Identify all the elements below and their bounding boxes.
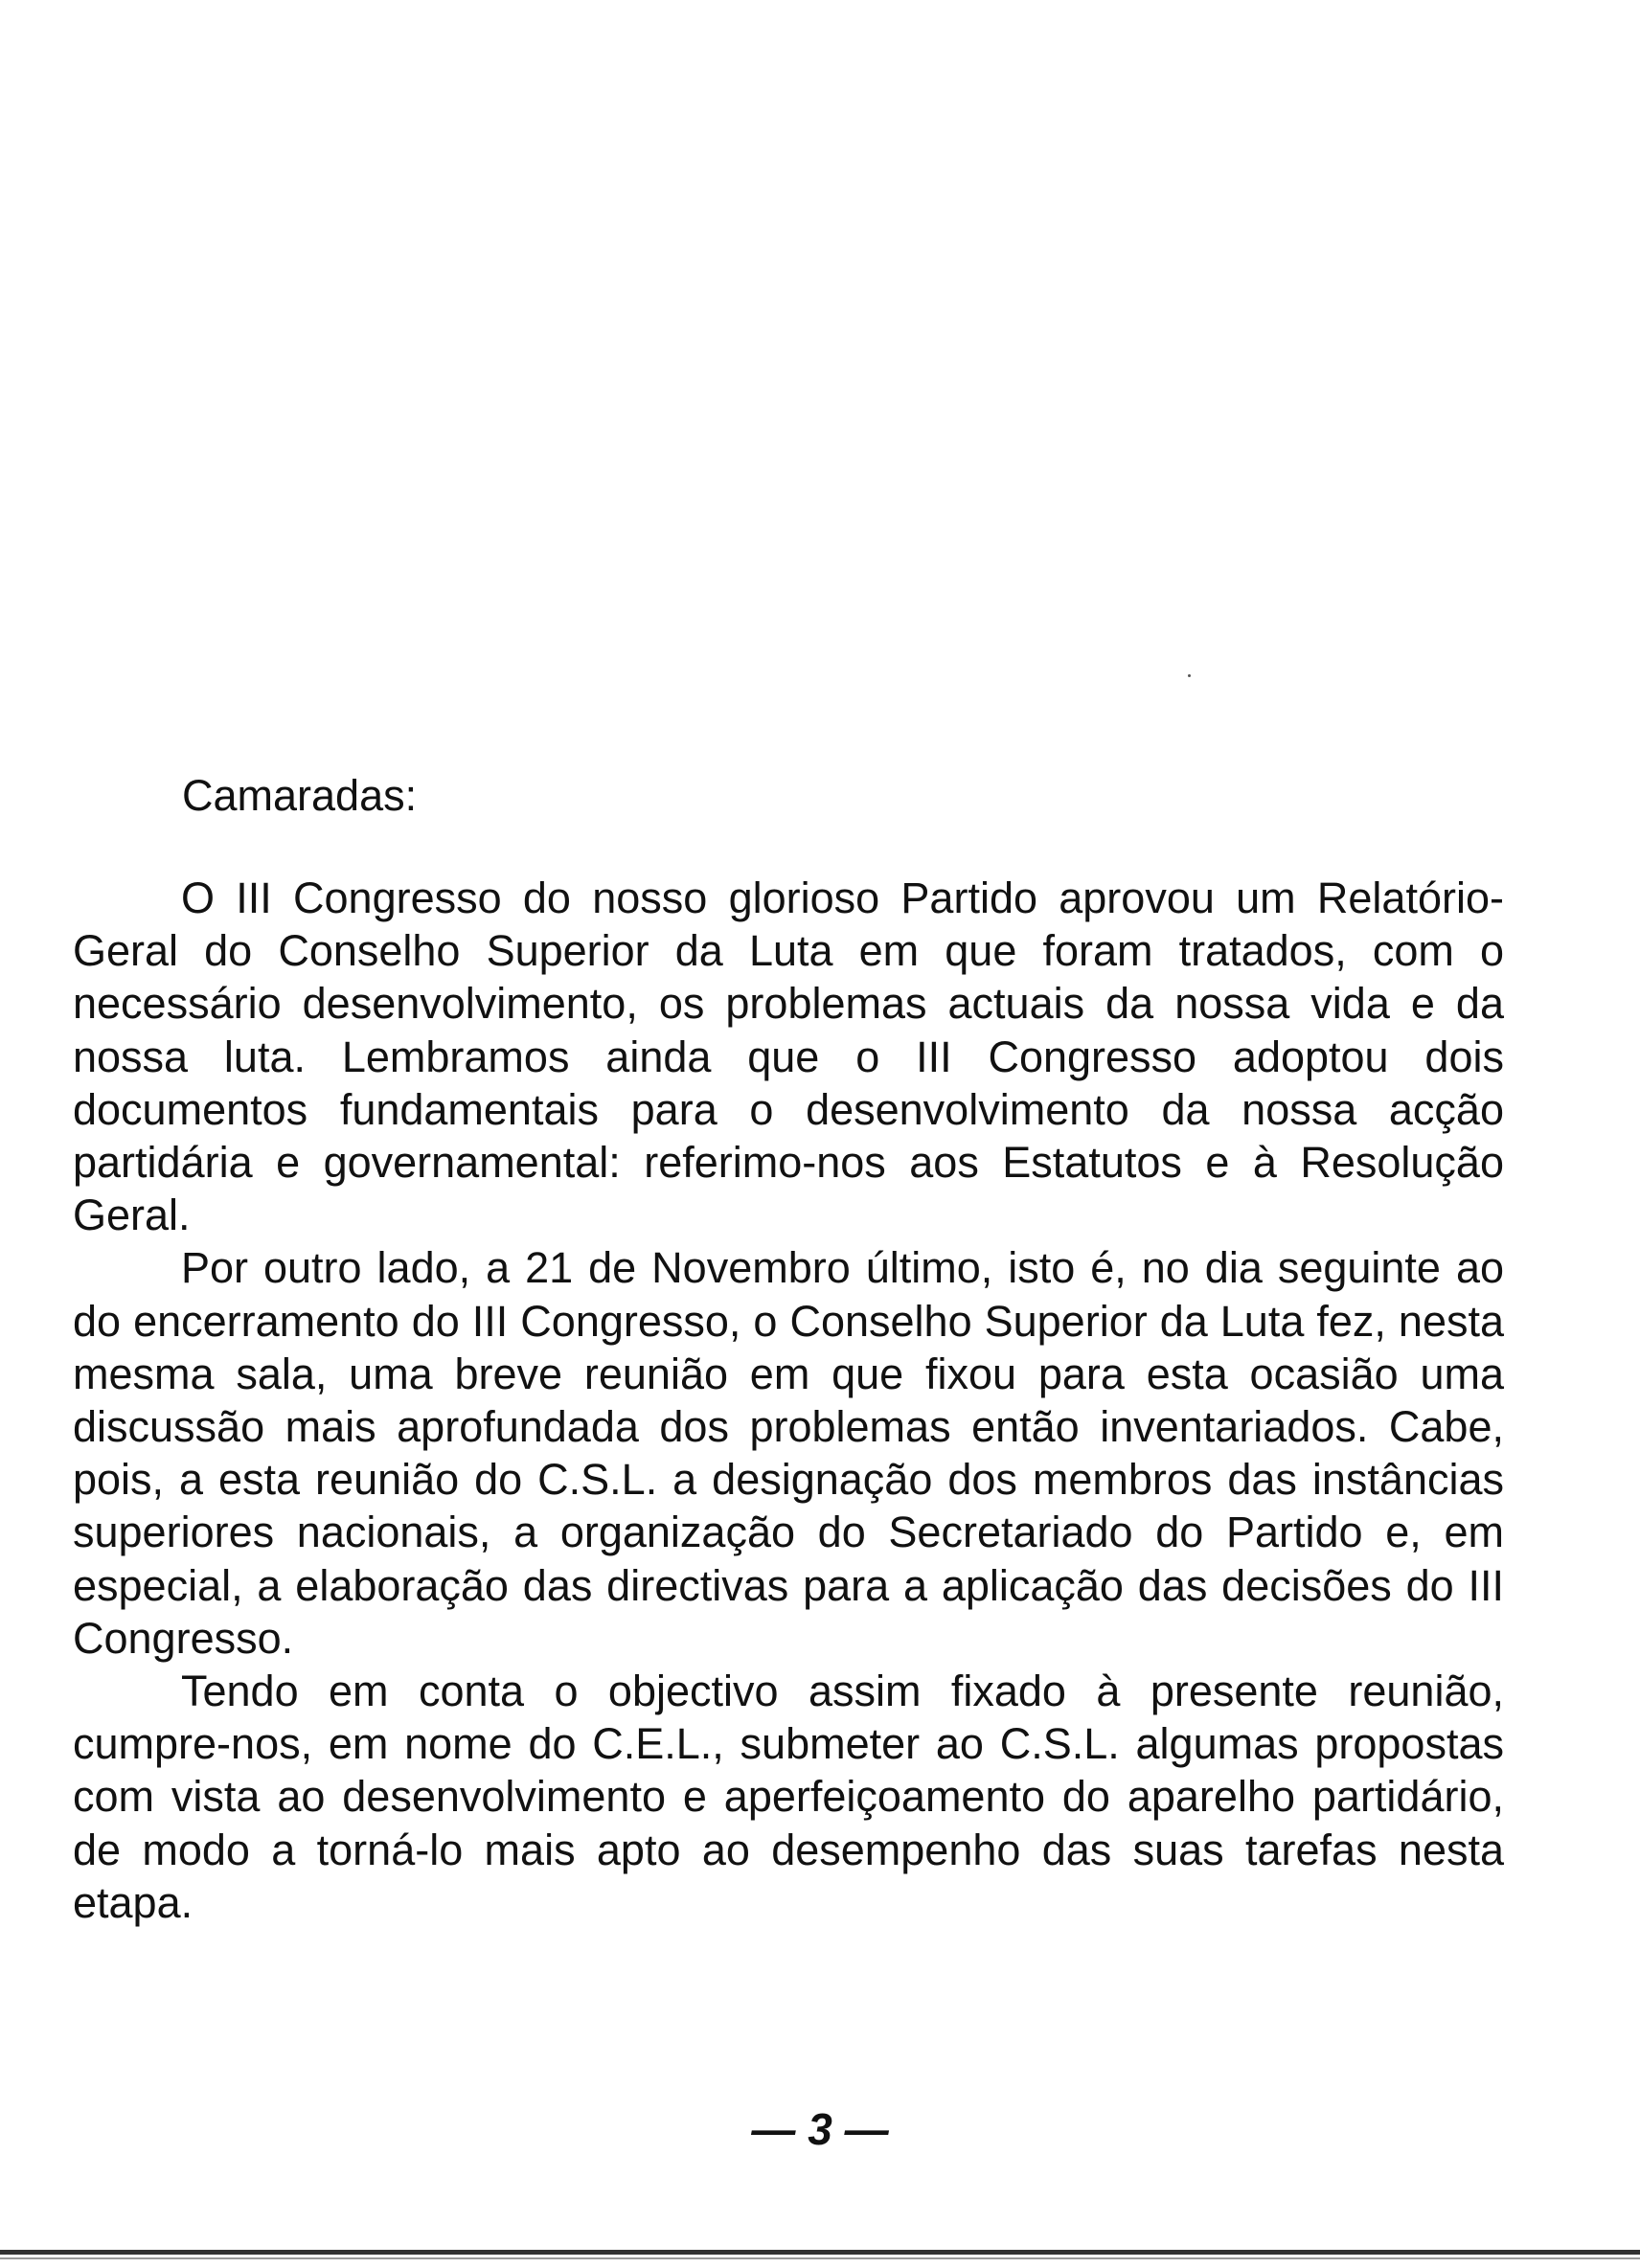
- page-number: — 3 —: [751, 2104, 889, 2154]
- bottom-edge-rule: [0, 2250, 1640, 2255]
- paragraph-3: Tendo em conta o objectivo assim fixado à presente reunião, cumpre-nos, em nome do C.E.L., submeter ao C.S.L. algumas propostas com vista ao desenvolvimento e aperfeiçoamento do aparelho partidário, de modo a torná-lo mais apto ao desempenho das suas tarefas nesta etapa.: [73, 1667, 1504, 1927]
- bottom-edge-shadow: [0, 2257, 1640, 2259]
- scan-speck: [1188, 674, 1191, 677]
- paragraph-1: O III Congresso do nosso glorioso Partido aprovou um Relatório-Geral do Conselho Superior da Luta em que foram tratados, com o necessário desenvolvimento, os problemas actuais da nossa vida e da nossa luta. Lembramos ainda que o III Congresso adoptou dois documentos fundamentais para o desenvolvimento da nossa acção partidária e governamental: referimo-nos aos Estatutos e à Resolução Geral.: [73, 873, 1504, 1240]
- paragraph-2: Por outro lado, a 21 de Novembro último, isto é, no dia seguinte ao do encerramento do III Congresso, o Conselho Superior da Luta fez, nesta mesma sala, uma breve reunião em que fixou para esta ocasião uma discussão mais aprofundada dos problemas então inventariados. Cabe, pois, a esta reunião do C.S.L. a designação dos membros das instâncias superiores nacionais, a organização do Secretariado do Partido e, em especial, a elaboração das directivas para a aplicação das decisões do III Congresso.: [73, 1243, 1504, 1663]
- body-text: [73, 872, 1504, 1929]
- salutation: Camaradas:: [182, 771, 418, 820]
